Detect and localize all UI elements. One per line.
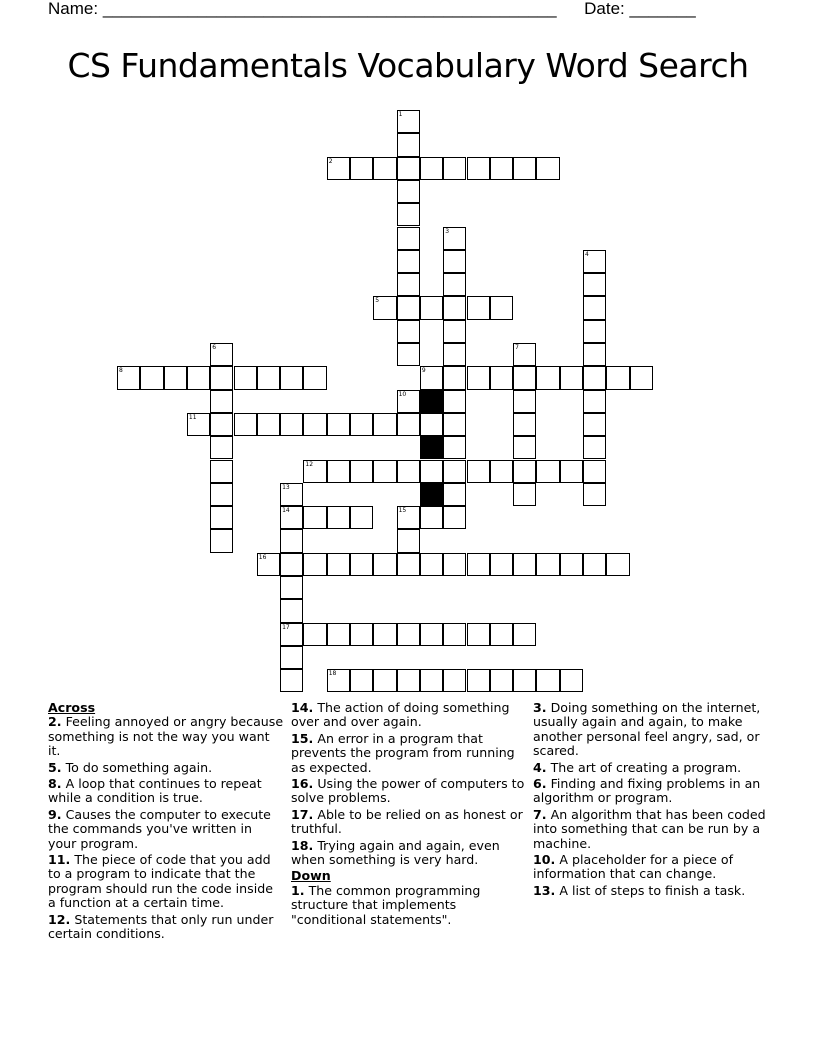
crossword-cell[interactable]	[536, 553, 559, 576]
crossword-cell[interactable]	[397, 529, 420, 552]
crossword-cell[interactable]	[187, 366, 210, 389]
crossword-cell[interactable]	[560, 553, 583, 576]
clue-number: 16	[258, 553, 267, 561]
crossword-black-cell	[420, 436, 443, 459]
crossword-cell[interactable]	[210, 343, 233, 366]
crossword-cell[interactable]	[373, 157, 396, 180]
crossword-cell[interactable]	[327, 506, 350, 529]
crossword-cell[interactable]	[420, 296, 443, 319]
clue-number: 17	[282, 623, 290, 631]
crossword-cell[interactable]	[630, 366, 653, 389]
clue-across-16: 16. Using the power of computers to solve problems.	[291, 776, 525, 806]
crossword-cell[interactable]	[583, 296, 606, 319]
crossword-cell[interactable]	[327, 413, 350, 436]
clue-across-14: 14. The action of doing something over and over again.	[291, 700, 510, 730]
crossword-cell[interactable]	[280, 553, 303, 576]
crossword-cell[interactable]	[443, 273, 466, 296]
name-blank[interactable]: ________________________________________________	[102, 0, 557, 18]
crossword-cell[interactable]	[513, 483, 536, 506]
crossword-cell[interactable]	[303, 506, 326, 529]
crossword-cell[interactable]	[513, 413, 536, 436]
crossword-cell[interactable]	[420, 669, 443, 692]
crossword-cell[interactable]	[513, 390, 536, 413]
crossword-cell[interactable]	[350, 553, 373, 576]
crossword-cell[interactable]	[303, 366, 326, 389]
crossword-cell[interactable]	[583, 273, 606, 296]
clue-number: 11	[188, 413, 197, 421]
crossword-cell[interactable]	[373, 669, 396, 692]
crossword-cell[interactable]	[350, 413, 373, 436]
crossword-cell[interactable]	[210, 366, 233, 389]
crossword-cell[interactable]	[397, 506, 420, 529]
crossword-cell[interactable]	[280, 669, 303, 692]
crossword-cell[interactable]	[536, 669, 559, 692]
crossword-cell[interactable]	[420, 553, 443, 576]
crossword-cell[interactable]	[397, 273, 420, 296]
down-heading: Down	[291, 868, 331, 884]
crossword-cell[interactable]	[210, 506, 233, 529]
clue-down-3: 3. Doing something on the internet, usually again and again, to make another personal feel angry, sad, or scared.	[533, 700, 761, 759]
crossword-cell[interactable]	[187, 413, 210, 436]
crossword-cell[interactable]	[397, 250, 420, 273]
crossword-cell[interactable]	[443, 553, 466, 576]
crossword-cell[interactable]	[397, 343, 420, 366]
crossword-cell[interactable]	[140, 366, 163, 389]
crossword-cell[interactable]	[373, 296, 396, 319]
crossword-cell[interactable]	[280, 599, 303, 622]
crossword-cell[interactable]	[280, 483, 303, 506]
clue-down-10: 10. A placeholder for a piece of information that can change.	[533, 852, 734, 882]
crossword-cell[interactable]	[443, 413, 466, 436]
crossword-cell[interactable]	[397, 157, 420, 180]
crossword-cell[interactable]	[397, 180, 420, 203]
crossword-cell[interactable]	[257, 553, 280, 576]
crossword-cell[interactable]	[350, 157, 373, 180]
clue-number: 7	[515, 344, 519, 351]
crossword-cell[interactable]	[583, 460, 606, 483]
name-label: Name:	[48, 0, 99, 18]
crossword-cell[interactable]	[280, 506, 303, 529]
clue-number: 9	[421, 367, 426, 375]
crossword-cell[interactable]	[536, 460, 559, 483]
clue-number: 18	[328, 670, 337, 678]
crossword-cell[interactable]	[397, 413, 420, 436]
crossword-cell[interactable]	[513, 366, 536, 389]
crossword-cell[interactable]	[443, 460, 466, 483]
crossword-cell[interactable]	[443, 366, 466, 389]
clue-number: 13	[282, 483, 290, 491]
crossword-cell[interactable]	[583, 343, 606, 366]
crossword-cell[interactable]	[210, 390, 233, 413]
clue-number: 2	[328, 157, 333, 165]
crossword-cell[interactable]	[443, 390, 466, 413]
crossword-cell[interactable]	[327, 669, 350, 692]
crossword-black-cell	[420, 390, 443, 413]
crossword-cell[interactable]	[210, 529, 233, 552]
crossword-cell[interactable]	[280, 576, 303, 599]
clue-across-17: 17. Able to be relied on as honest or truthful.	[291, 806, 523, 837]
crossword-cell[interactable]	[210, 460, 233, 483]
crossword-cell[interactable]	[606, 553, 629, 576]
crossword-cell[interactable]	[420, 413, 443, 436]
clue-number: 10	[398, 390, 407, 398]
crossword-cell[interactable]	[443, 227, 466, 250]
crossword-cell[interactable]	[397, 227, 420, 250]
crossword-cell[interactable]	[280, 529, 303, 552]
crossword-cell[interactable]	[350, 669, 373, 692]
crossword-cell[interactable]	[280, 366, 303, 389]
crossword-cell[interactable]	[583, 483, 606, 506]
crossword-cell[interactable]	[420, 366, 443, 389]
crossword-cell[interactable]	[327, 623, 350, 646]
crossword-cell[interactable]	[513, 669, 536, 692]
crossword-cell[interactable]	[443, 296, 466, 319]
page-title: CS Fundamentals Vocabulary Word Search	[67, 46, 749, 85]
crossword-cell[interactable]	[234, 413, 257, 436]
crossword-cell[interactable]	[583, 366, 606, 389]
crossword-black-cell	[420, 483, 443, 506]
crossword-cell[interactable]	[327, 157, 350, 180]
clue-number: 14	[282, 507, 290, 515]
crossword-cell[interactable]	[513, 343, 536, 366]
crossword-cell[interactable]	[443, 250, 466, 273]
across-heading: Across	[48, 700, 96, 715]
crossword-cell[interactable]	[420, 506, 443, 529]
clue-across-18: 18. Trying again and again, even when something is very hard.	[291, 837, 500, 868]
crossword-cell[interactable]	[443, 669, 466, 692]
clue-down-1: 1. The common programming structure that implements "conditional statements".	[291, 882, 481, 927]
crossword-cell[interactable]	[350, 460, 373, 483]
crossword-cell[interactable]	[257, 413, 280, 436]
crossword-cell[interactable]	[117, 366, 140, 389]
date-blank[interactable]: _______	[629, 0, 696, 18]
crossword-cell[interactable]	[443, 157, 466, 180]
crossword-cell[interactable]	[210, 413, 233, 436]
clue-across-5: 5. To do something again.	[48, 759, 213, 775]
crossword-cell[interactable]	[513, 553, 536, 576]
clue-number: 6	[212, 344, 217, 351]
clue-across-9: 9. Causes the computer to execute the commands you've written in your program.	[48, 806, 271, 851]
clue-down-13: 13. A list of steps to finish a task.	[533, 882, 746, 898]
crossword-cell[interactable]	[443, 320, 466, 343]
crossword-cell[interactable]	[490, 460, 513, 483]
clue-number: 3	[445, 227, 450, 235]
crossword-cell[interactable]	[397, 390, 420, 413]
crossword-cell[interactable]	[583, 553, 606, 576]
crossword-cell[interactable]	[513, 436, 536, 459]
crossword-cell[interactable]	[397, 460, 420, 483]
crossword-cell[interactable]	[467, 669, 490, 692]
clues-column-1	[48, 701, 284, 944]
crossword-cell[interactable]	[467, 460, 490, 483]
clue-across-15: 15. An error in a program that prevents the program from running as expected.	[291, 730, 515, 775]
crossword-cell[interactable]	[397, 296, 420, 319]
crossword-cell[interactable]	[467, 366, 490, 389]
crossword-cell[interactable]	[490, 553, 513, 576]
crossword-cell[interactable]	[420, 460, 443, 483]
crossword-cell[interactable]	[443, 623, 466, 646]
clue-number: 1	[398, 111, 403, 118]
crossword-cell[interactable]	[536, 366, 559, 389]
clue-across-12: 12. Statements that only run under certain conditions.	[48, 911, 274, 942]
crossword-cell[interactable]	[327, 553, 350, 576]
crossword-cell[interactable]	[490, 157, 513, 180]
crossword-cell[interactable]	[467, 157, 490, 180]
crossword-cell[interactable]	[210, 483, 233, 506]
date-label: Date:	[584, 0, 625, 18]
crossword-cell[interactable]	[420, 623, 443, 646]
crossword-cell[interactable]	[303, 413, 326, 436]
clue-across-8: 8. A loop that continues to repeat while a condition is true.	[48, 776, 262, 806]
crossword-cell[interactable]	[397, 203, 420, 226]
crossword-cell[interactable]	[536, 157, 559, 180]
crossword-cell[interactable]	[303, 460, 326, 483]
clue-number: 4	[585, 250, 589, 258]
crossword-cell[interactable]	[490, 669, 513, 692]
clue-number: 12	[305, 460, 314, 468]
clue-number: 5	[375, 297, 380, 305]
crossword-cell[interactable]	[513, 460, 536, 483]
crossword-cell[interactable]	[397, 110, 420, 133]
crossword-cell[interactable]	[490, 296, 513, 319]
crossword-cell[interactable]	[560, 366, 583, 389]
crossword-cell[interactable]	[397, 320, 420, 343]
crossword-cell[interactable]	[443, 343, 466, 366]
crossword-cell[interactable]	[164, 366, 187, 389]
crossword-cell[interactable]	[397, 133, 420, 156]
crossword-cell[interactable]	[443, 483, 466, 506]
crossword-cell[interactable]	[513, 623, 536, 646]
clue-down-4: 4. The art of creating a program.	[533, 759, 742, 775]
crossword-cell[interactable]	[350, 506, 373, 529]
crossword-cell[interactable]	[606, 366, 629, 389]
clue-across-11: 11. The piece of code that you add to a program to indicate that the program should run the code inside a function at a certain time.	[48, 852, 273, 911]
crossword-cell[interactable]	[560, 460, 583, 483]
crossword-cell[interactable]	[280, 623, 303, 646]
crossword-cell[interactable]	[443, 506, 466, 529]
crossword-cell[interactable]	[350, 623, 373, 646]
crossword-cell[interactable]	[583, 390, 606, 413]
crossword-cell[interactable]	[373, 623, 396, 646]
crossword-cell[interactable]	[583, 320, 606, 343]
crossword-cell[interactable]	[443, 436, 466, 459]
clue-across-2: 2. Feeling annoyed or angry because something is not the way you want it.	[48, 714, 284, 759]
crossword-cell[interactable]	[560, 669, 583, 692]
crossword-cell[interactable]	[513, 157, 536, 180]
crossword-cell[interactable]	[303, 553, 326, 576]
clue-number: 8	[119, 367, 123, 375]
crossword-cell[interactable]	[397, 623, 420, 646]
crossword-cell[interactable]	[467, 623, 490, 646]
crossword-cell[interactable]	[490, 366, 513, 389]
crossword-cell[interactable]	[327, 460, 350, 483]
crossword-cell[interactable]	[210, 436, 233, 459]
crossword-cell[interactable]	[303, 623, 326, 646]
clues-column-2	[291, 701, 527, 929]
crossword-cell[interactable]	[257, 366, 280, 389]
crossword-cell[interactable]	[373, 413, 396, 436]
crossword-cell[interactable]	[373, 460, 396, 483]
crossword-cell[interactable]	[583, 413, 606, 436]
clue-down-6: 6. Finding and fixing problems in an algorithm or program.	[533, 776, 761, 806]
crossword-cell[interactable]	[397, 553, 420, 576]
crossword-cell[interactable]	[280, 413, 303, 436]
crossword-cell[interactable]	[280, 646, 303, 669]
crossword-cell[interactable]	[234, 366, 257, 389]
crossword-cell[interactable]	[490, 623, 513, 646]
crossword-cell[interactable]	[583, 250, 606, 273]
crossword-cell[interactable]	[583, 436, 606, 459]
clue-number: 15	[398, 507, 407, 515]
crossword-cell[interactable]	[373, 553, 396, 576]
crossword-cell[interactable]	[467, 553, 490, 576]
crossword-cell[interactable]	[420, 157, 443, 180]
clues-column-3	[533, 701, 769, 900]
clue-down-7: 7. An algorithm that has been coded into something that can be run by a machine.	[533, 806, 766, 851]
crossword-cell[interactable]	[397, 669, 420, 692]
crossword-cell[interactable]	[467, 296, 490, 319]
